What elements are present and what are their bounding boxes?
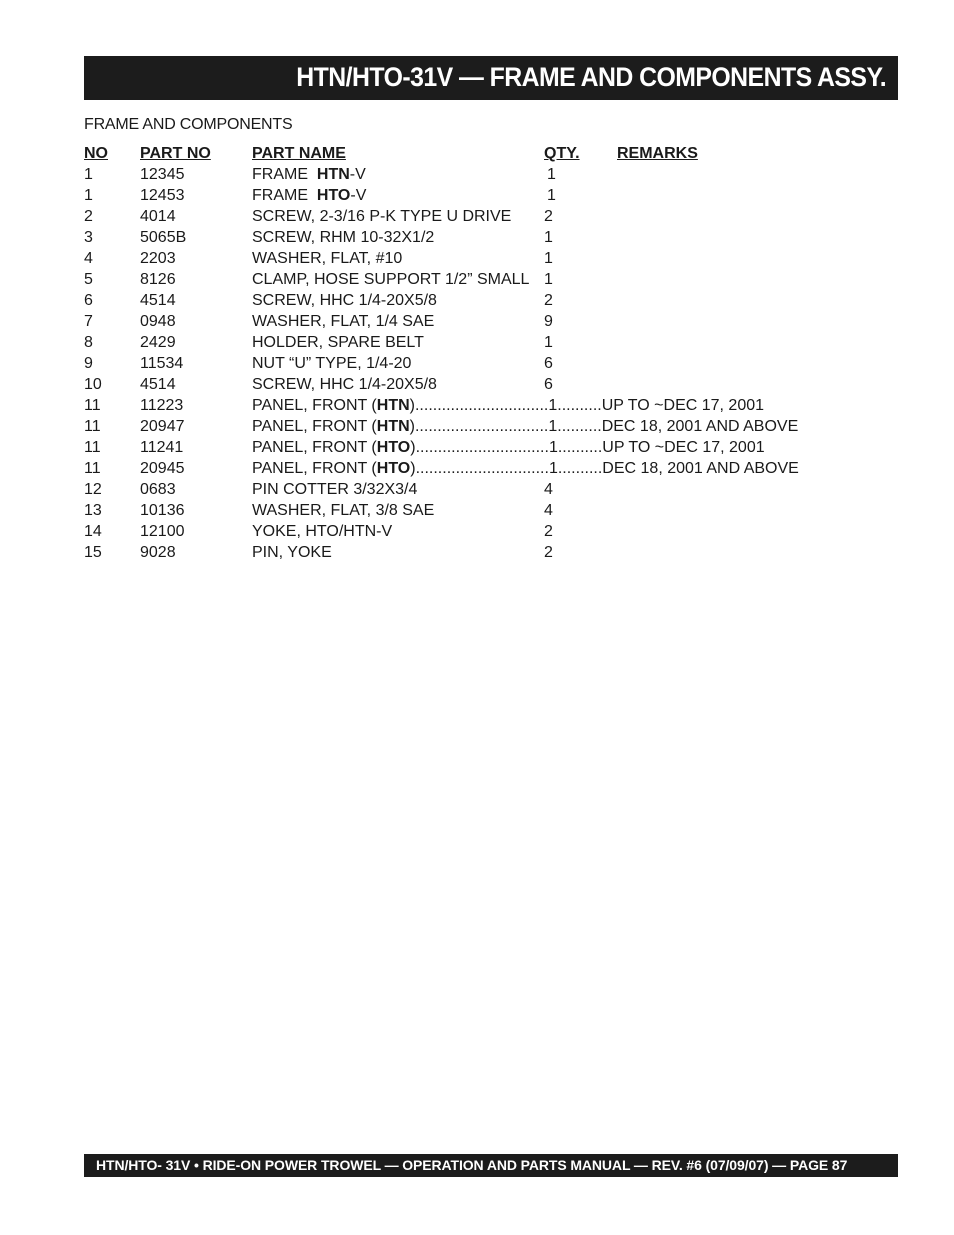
table-row [84, 395, 898, 416]
dot-leader: .......... [557, 397, 602, 414]
table-row [84, 542, 898, 563]
cell-remarks: DEC 18, 2001 AND ABOVE [602, 460, 799, 477]
part-name-text: FRAME [252, 166, 317, 183]
cell-no: 1 [84, 187, 93, 204]
cell-part-name [252, 437, 765, 458]
cell-part-name: WASHER, FLAT, #10 [252, 250, 403, 267]
table-row [84, 416, 898, 437]
table-row [84, 311, 898, 332]
cell-part-no: 9028 [140, 544, 176, 561]
part-name-text: FRAME [252, 187, 317, 204]
cell-no: 11 [84, 418, 101, 435]
table-row [84, 437, 898, 458]
cell-qty: 2 [544, 523, 553, 540]
part-name-text: PANEL, FRONT ( [252, 397, 377, 414]
cell-part-name: SCREW, 2-3/16 P-K TYPE U DRIVE [252, 208, 512, 225]
dot-leader: .......... [557, 418, 602, 435]
cell-qty: 2 [544, 208, 553, 225]
cell-no: 13 [84, 502, 102, 519]
cell-part-name: WASHER, FLAT, 1/4 SAE [252, 313, 435, 330]
part-model-code: HTO [376, 439, 411, 456]
cell-part-name: PIN COTTER 3/32X3/4 [252, 481, 418, 498]
part-name-suffix: -V [349, 166, 366, 183]
cell-part-no: 12453 [140, 187, 185, 204]
cell-qty: 2 [544, 544, 553, 561]
part-name-suffix: ) [410, 439, 416, 456]
cell-part-no: 4514 [140, 376, 176, 393]
cell-remarks: UP TO ~DEC 17, 2001 [601, 397, 765, 414]
col-header-no: NO [84, 145, 108, 162]
cell-part-no: 2429 [140, 334, 176, 351]
part-name-text: PANEL, FRONT ( [252, 439, 377, 456]
cell-no: 11 [84, 397, 101, 414]
cell-part-name [252, 185, 366, 206]
cell-qty: 6 [544, 376, 553, 393]
table-row [84, 521, 898, 542]
part-model-code: HTN [316, 166, 350, 183]
cell-qty: 1 [547, 166, 556, 183]
cell-no: 1 [84, 166, 93, 183]
cell-part-name: WASHER, FLAT, 3/8 SAE [252, 502, 435, 519]
cell-no: 11 [84, 460, 101, 477]
footer-text: HTN/HTO- 31V • RIDE-ON POWER TROWEL — OPERATION AND PARTS MANUAL — REV. #6 (07/09/07) — PAGE 87 [96, 1157, 848, 1173]
table-row [84, 206, 898, 227]
cell-part-name: PIN, YOKE [252, 544, 332, 561]
cell-qty: 4 [544, 481, 553, 498]
col-header-part-no: PART NO [140, 145, 211, 162]
cell-part-name: SCREW, HHC 1/4-20X5/8 [252, 292, 437, 309]
table-row [84, 332, 898, 353]
cell-no: 4 [84, 250, 93, 267]
dot-leader: .............................. [414, 397, 549, 414]
section-label: FRAME AND COMPONENTS [84, 116, 293, 133]
cell-qty: 6 [544, 355, 553, 372]
cell-qty: 4 [544, 502, 553, 519]
cell-qty: 9 [544, 313, 553, 330]
cell-qty: 1 [547, 187, 556, 204]
cell-part-no: 2203 [140, 250, 176, 267]
cell-no: 3 [84, 229, 93, 246]
cell-part-no: 12345 [140, 166, 185, 183]
cell-no: 9 [84, 355, 93, 372]
part-model-code: HTN [376, 418, 410, 435]
cell-no: 2 [84, 208, 93, 225]
cell-no: 6 [84, 292, 93, 309]
cell-part-no: 11223 [140, 397, 184, 414]
cell-part-no: 20947 [140, 418, 185, 435]
cell-part-name [252, 458, 799, 479]
cell-no: 12 [84, 481, 102, 498]
cell-part-no: 0948 [140, 313, 176, 330]
cell-no: 5 [84, 271, 93, 288]
page-title-bar [84, 56, 898, 100]
part-name-text: PANEL, FRONT ( [252, 418, 377, 435]
cell-remarks: DEC 18, 2001 AND ABOVE [601, 418, 799, 435]
cell-remarks: UP TO ~DEC 17, 2001 [602, 439, 765, 456]
page-title: HTN/HTO-31V — FRAME AND COMPONENTS ASSY. [296, 62, 886, 92]
cell-qty: 1 [548, 397, 558, 414]
cell-no: 8 [84, 334, 93, 351]
cell-part-no: 0683 [140, 481, 176, 498]
part-name-suffix: ) [409, 418, 415, 435]
cell-part-no: 11534 [140, 355, 184, 372]
table-row [84, 185, 898, 206]
dot-leader: .......... [557, 460, 603, 477]
col-header-part-name: PART NAME [252, 145, 346, 162]
cell-part-no: 4014 [140, 208, 176, 225]
part-model-code: HTO [376, 460, 411, 477]
cell-part-name: NUT “U” TYPE, 1/4-20 [252, 355, 412, 372]
table-row [84, 479, 898, 500]
cell-part-name: YOKE, HTO/HTN-V [252, 523, 393, 540]
cell-qty: 1 [544, 229, 553, 246]
col-header-qty: QTY. [544, 145, 580, 162]
table-row [84, 290, 898, 311]
cell-qty: 1 [544, 334, 553, 351]
cell-qty: 1 [548, 460, 558, 477]
table-row [84, 458, 898, 479]
cell-no: 10 [84, 376, 102, 393]
page-footer [84, 1154, 898, 1177]
cell-part-name [252, 164, 366, 185]
cell-no: 11 [84, 439, 101, 456]
cell-qty: 1 [548, 418, 558, 435]
table-row [84, 227, 898, 248]
table-row [84, 500, 898, 521]
dot-leader: .............................. [415, 460, 549, 477]
table-row [84, 353, 898, 374]
cell-qty: 1 [548, 439, 558, 456]
dot-leader: .......... [557, 439, 603, 456]
cell-qty: 1 [544, 250, 553, 267]
cell-part-name: CLAMP, HOSE SUPPORT 1/2” SMALL [252, 271, 530, 288]
dot-leader: .............................. [415, 439, 549, 456]
dot-leader: .............................. [414, 418, 549, 435]
cell-part-no: 5065B [140, 229, 187, 246]
table-body [84, 164, 898, 563]
cell-no: 14 [84, 523, 102, 540]
cell-part-name: HOLDER, SPARE BELT [252, 334, 424, 351]
table-row [84, 164, 898, 185]
part-name-suffix: ) [410, 460, 416, 477]
cell-no: 15 [84, 544, 102, 561]
cell-part-name [252, 416, 798, 437]
cell-part-name: SCREW, RHM 10-32X1/2 [252, 229, 435, 246]
cell-part-no: 20945 [140, 460, 185, 477]
part-name-suffix: -V [350, 187, 367, 204]
col-header-remarks: REMARKS [617, 145, 698, 162]
cell-part-no: 10136 [140, 502, 185, 519]
cell-qty: 2 [544, 292, 553, 309]
table-row [84, 248, 898, 269]
cell-part-name: SCREW, HHC 1/4-20X5/8 [252, 376, 437, 393]
part-name-suffix: ) [409, 397, 415, 414]
part-model-code: HTN [376, 397, 410, 414]
table-row [84, 374, 898, 395]
cell-qty: 1 [544, 271, 553, 288]
cell-part-no: 12100 [140, 523, 185, 540]
cell-part-name [252, 395, 764, 416]
table-row [84, 269, 898, 290]
cell-part-no: 8126 [140, 271, 176, 288]
table-header-row [84, 143, 898, 164]
cell-no: 7 [84, 313, 93, 330]
cell-part-no: 4514 [140, 292, 176, 309]
part-model-code: HTO [316, 187, 351, 204]
cell-part-no: 11241 [140, 439, 184, 456]
parts-table [84, 143, 898, 563]
part-name-text: PANEL, FRONT ( [252, 460, 377, 477]
